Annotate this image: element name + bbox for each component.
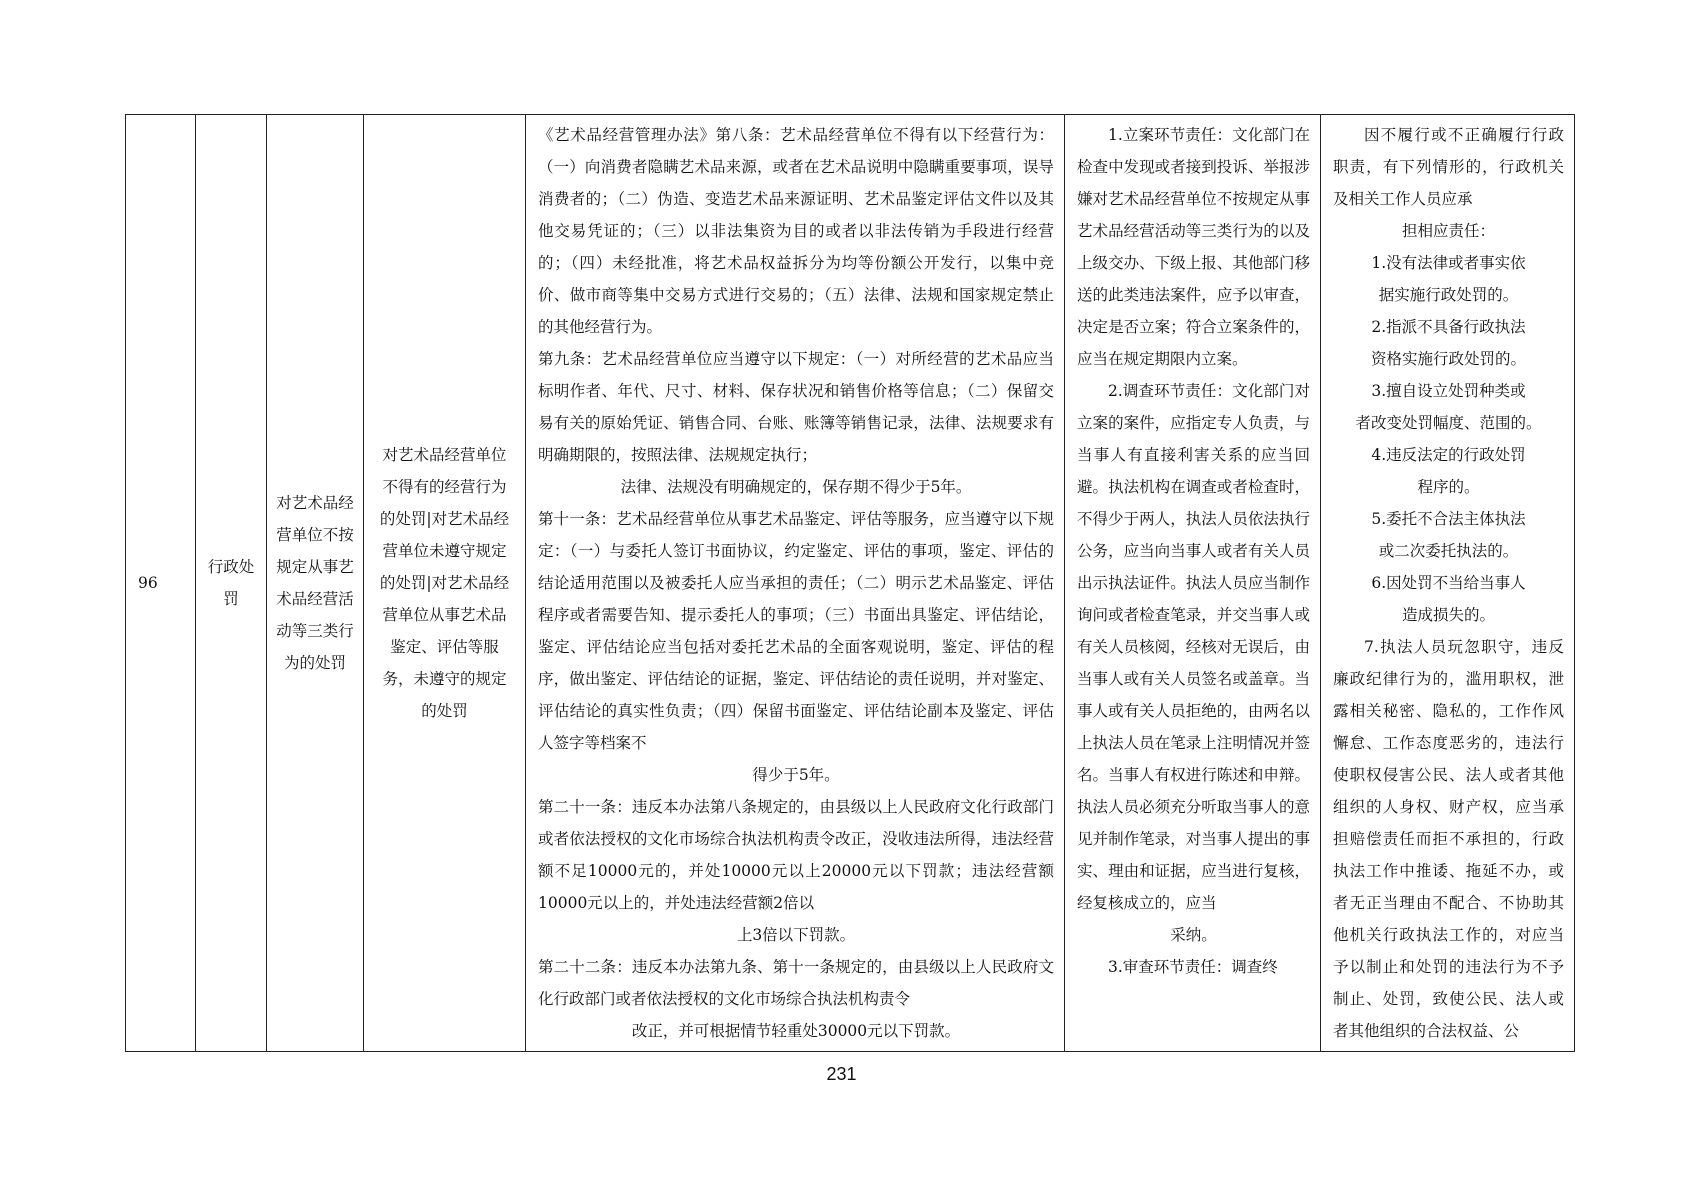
- liability-intro-end: 担相应责任：: [1401, 222, 1495, 240]
- sub-items-cell: [364, 115, 526, 1052]
- sub-items: 对艺术品经营单位不得有的经营行为的处罚|对艺术品经营单位未遵守规定的处罚|对艺术品经营单位从事艺术品鉴定、评估等服务，未遵守的规定的处罚: [379, 446, 510, 720]
- legal-article-21: 第二十一条：违反本办法第八条规定的，由县级以上人民政府文化行政部门或者依法授权的文化市场综合执法机构责令改正，没收违法所得，违法经营额不足10000元的，并处10000元以上20000元以下罚款；违法经营额10000元以上的，并处违法经营额2倍以: [538, 798, 1054, 912]
- liability-item-6-end: 造成损失的。: [1401, 606, 1495, 624]
- liability-item-2-end: 资格实施行政处罚的。: [1370, 350, 1526, 368]
- responsibility-investigation: 2.调查环节责任：文化部门对立案的案件，应指定专人负责，与当事人有直接利害关系的应当回避。执法机构在调查或者检查时，不得少于两人，执法人员依法执行公务，应当向当事人或者有关人员出示执法证件。执法人员应当制作询问或者检查笔录，并交当事人或有关人员核阅，经核对无误后，由当事人或有关人员签名或盖章。当事人或有关人员拒绝的，由两名以上执法人员在笔录上注明情况并签名。当事人有权进行陈述和申辩。执法人员必须充分听取当事人的意见并制作笔录，对当事人提出的事实、理由和证据，应当进行复核，经复核成立的，应当: [1077, 382, 1310, 912]
- liability-item-5: 5.委托不合法主体执法: [1371, 510, 1526, 528]
- responsibility-investigation-end: 采纳。: [1170, 926, 1217, 944]
- legal-article-8: 《艺术品经营管理办法》第八条：艺术品经营单位不得有以下经营行为：（一）向消费者隐瞒艺术品来源，或者在艺术品说明中隐瞒重要事项，误导消费者的；（二）伪造、变造艺术品来源证明、艺术品鉴定评估文件以及其他交易凭证的；（三）以非法集资为目的或者以非法传销为手段进行经营的；（四）未经批准，将艺术品权益拆分为均等份额公开发行，以集中竞价、做市商等集中交易方式进行交易的；（五）法律、法规和国家规定禁止的其他经营行为。: [538, 126, 1054, 336]
- item-name-cell: [267, 115, 364, 1052]
- legal-article-11: 第十一条：艺术品经营单位从事艺术品鉴定、评估等服务，应当遵守以下规定：（一）与委托人签订书面协议，约定鉴定、评估的事项，鉴定、评估的结论适用范围以及被委托人应当承担的责任；（二）明示艺术品鉴定、评估程序或者需要告知、提示委托人的事项；（三）书面出具鉴定、评估结论，鉴定、评估结论应当包括对委托艺术品的全面客观说明，鉴定、评估的程序，做出鉴定、评估结论的证据，鉴定、评估结论的责任说明，并对鉴定、评估结论的真实性负责；（四）保留书面鉴定、评估结论副本及鉴定、评估人签字等档案不: [538, 510, 1054, 752]
- regulation-table: [125, 114, 1575, 1052]
- item-name: 对艺术品经营单位不按规定从事艺术品经营活动等三类行为的处罚: [276, 494, 354, 672]
- table-row: [126, 115, 1575, 1052]
- legal-article-9: 第九条：艺术品经营单位应当遵守以下规定：（一）对所经营的艺术品应当标明作者、年代、尺寸、材料、保存状况和销售价格等信息；（二）保留交易有关的原始凭证、销售合同、台账、账簿等销售记录，法律、法规要求有明确期限的，按照法律、法规规定执行；: [538, 350, 1054, 464]
- category: 行政处罚: [207, 558, 255, 608]
- liability-item-7: 7.执法人员玩忽职守，违反廉政纪律行为的，滥用职权，泄露相关秘密、隐私的，工作作风懈怠、工作态度恶劣的，违法行使职权侵害公民、法人或者其他组织的人身权、财产权，应当承担赔偿责任而拒不承担的，行政执法工作中推诿、拖延不办，或者无正当理由不配合、不协助其他机关行政执法工作的，对应当予以制止和处罚的违法行为不予制止、处罚，致使公民、法人或者其他组织的合法权益、公: [1333, 638, 1564, 1040]
- legal-basis-cell: [526, 115, 1065, 1052]
- legal-article-22-end: 改正，并可根据情节轻重处30000元以下罚款。: [631, 1022, 961, 1040]
- liability-item-6: 6.因处罚不当给当事人: [1371, 574, 1526, 592]
- liability-item-1-end: 据实施行政处罚的。: [1378, 286, 1519, 304]
- liability-item-2: 2.指派不具备行政执法: [1371, 318, 1526, 336]
- liability-item-5-end: 或二次委托执法的。: [1378, 542, 1519, 560]
- liability-intro: 因不履行或不正确履行行政职责，有下列情形的，行政机关及相关工作人员应承: [1333, 126, 1564, 208]
- responsibility-review: 3.审查环节责任：调查终: [1108, 958, 1278, 976]
- liability: [1321, 115, 1574, 1047]
- liability-item-1: 1.没有法律或者事实依: [1371, 254, 1526, 272]
- category-cell: [196, 115, 267, 1052]
- responsibility: [1065, 115, 1320, 983]
- legal-article-21-end: 上3倍以下罚款。: [736, 926, 856, 944]
- page-number: 231: [826, 1064, 857, 1084]
- liability-item-4: 4.违反法定的行政处罚: [1371, 446, 1526, 464]
- liability-cell: [1321, 115, 1575, 1052]
- legal-article-22: 第二十二条：违反本办法第九条、第十一条规定的，由县级以上人民政府文化行政部门或者依法授权的文化市场综合执法机构责令: [538, 958, 1054, 1008]
- responsibility-filing: 1.立案环节责任：文化部门在检查中发现或者接到投诉、举报涉嫌对艺术品经营单位不按规定从事艺术品经营活动等三类行为的以及上级交办、下级上报、其他部门移送的此类违法案件，应予以审查，决定是否立案；符合立案条件的，应当在规定期限内立案。: [1077, 126, 1310, 368]
- legal-article-9-end: 法律、法规没有明确规定的，保存期不得少于5年。: [620, 478, 972, 496]
- liability-item-3-end: 者改变处罚幅度、范围的。: [1355, 414, 1542, 432]
- row-number-cell: [126, 115, 196, 1052]
- liability-item-4-end: 程序的。: [1417, 478, 1480, 496]
- row-number: 96: [138, 574, 158, 592]
- liability-item-3: 3.擅自设立处罚种类或: [1371, 382, 1526, 400]
- legal-basis: [526, 115, 1064, 1047]
- responsibility-cell: [1065, 115, 1321, 1052]
- legal-article-11-end: 得少于5年。: [752, 766, 840, 784]
